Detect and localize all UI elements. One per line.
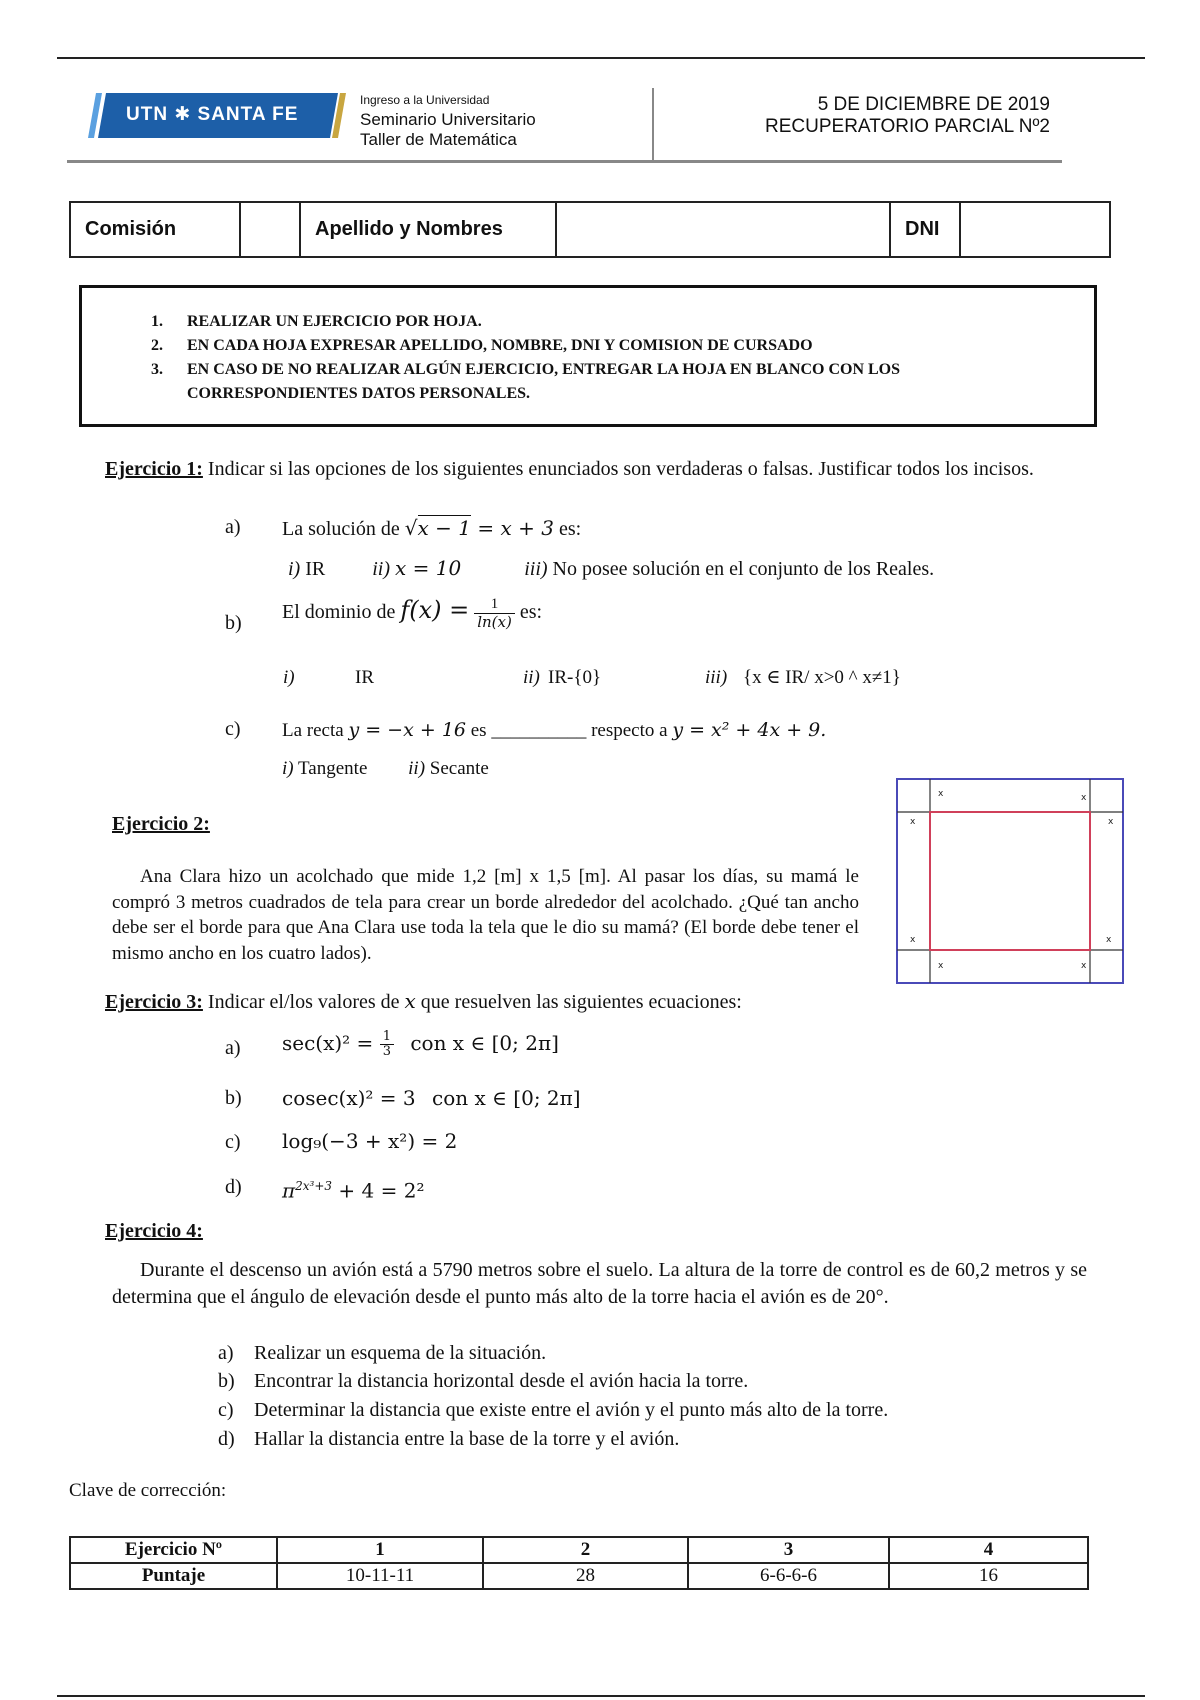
ex3b-eq: cosec(x)² = 3 [282, 1086, 416, 1110]
ex2-title: Ejercicio 2: [112, 813, 210, 835]
ex3b-equation [282, 1085, 581, 1112]
header-divider [652, 88, 654, 160]
ex1b-post: es: [519, 601, 543, 624]
inner-quilt [930, 812, 1090, 950]
table-cell: 28 [483, 1563, 688, 1589]
option-text: {x ∈ IR/ x>0 ^ x≠1} [743, 667, 901, 688]
numerator: 1 [474, 596, 515, 614]
ex3b-label: b) [225, 1087, 242, 1109]
ex4-item [218, 1368, 748, 1395]
ex1c-es: es [470, 720, 487, 741]
x-mark: x [1108, 817, 1114, 827]
x-mark: x [1081, 793, 1087, 803]
sqrt-radicand: x − 1 [417, 516, 471, 540]
ex4-item [218, 1340, 546, 1367]
name-field[interactable] [556, 202, 890, 257]
ex1a-eq: = x + 3 [477, 516, 554, 540]
ex1b-pre: El dominio de [282, 601, 396, 624]
identity-table [69, 201, 1111, 258]
numerator: 1 [380, 1030, 394, 1045]
table-row [70, 1537, 1088, 1563]
ex1b-question [282, 596, 542, 631]
option-text: IR [305, 558, 326, 580]
item-label: c) [218, 1399, 234, 1421]
ex1a-label: a) [225, 516, 241, 538]
table-cell: 16 [889, 1563, 1088, 1589]
header-underline [67, 160, 1062, 163]
ex1-statement [105, 456, 1085, 483]
x-mark: x [910, 935, 916, 945]
dni-field[interactable] [960, 202, 1110, 257]
answer-blank[interactable]: __________ [491, 720, 587, 741]
denominator: 3 [382, 1044, 391, 1059]
ex3a-lhs: sec(x)² = [282, 1031, 374, 1055]
fraction [474, 596, 515, 631]
dni-label: DNI [890, 202, 960, 257]
item-text: Encontrar la distancia horizontal desde el avión hacia la torre. [254, 1370, 749, 1392]
x-mark: x [1081, 961, 1087, 971]
item-label: d) [218, 1428, 235, 1450]
instruction-item: 2. EN CADA HOJA EXPRESAR APELLIDO, NOMBRE, DNI Y COMISION DE CURSADO [167, 334, 1094, 358]
item-text: Determinar la distancia que existe entre el avión y el punto más alto de la torre. [254, 1399, 889, 1421]
bottom-rule [57, 1695, 1145, 1697]
line-equation: y = −x + 16 [348, 719, 466, 741]
ex3d-rest: + 4 = 2² [338, 1178, 425, 1203]
ex1c-pre: La recta [282, 720, 344, 741]
option-label: i) [282, 758, 294, 779]
option-label: i) [288, 558, 301, 580]
curve-equation: y = x² + 4x + 9. [672, 719, 827, 741]
fraction [380, 1030, 394, 1059]
ex1a-options [288, 555, 1088, 583]
quilt-diagram [896, 778, 1124, 984]
ex3-text-post: que resuelven las siguientes ecuaciones: [420, 991, 742, 1013]
header-date: 5 DE DICIEMBRE DE 2019 [817, 94, 1050, 115]
ex1c-post: respecto a [591, 720, 668, 741]
ex1a-pre: La solución de [282, 518, 400, 540]
option-text: x = 10 [395, 556, 462, 580]
header-line-3: Taller de Matemática [360, 130, 517, 149]
option-label: ii) [523, 667, 540, 688]
commission-label: Comisión [70, 202, 240, 257]
option-label: ii) [408, 758, 426, 779]
commission-field[interactable] [240, 202, 300, 257]
top-rule [57, 57, 1145, 59]
sqrt-expression: √x − 1 = x + 3 [404, 516, 554, 540]
instruction-item: 1. REALIZAR UN EJERCICIO POR HOJA. [167, 310, 1094, 334]
ex3-title: Ejercicio 3: [105, 991, 203, 1013]
option-label: iii) [705, 667, 728, 688]
ex4-item [218, 1426, 679, 1453]
ex3a-cond: con x ∈ [0; 2π] [410, 1031, 559, 1055]
option-label: i) [283, 667, 295, 688]
option-text: Secante [429, 758, 489, 779]
table-cell: 2 [483, 1537, 688, 1563]
option-label: ii) [372, 558, 390, 580]
ex4-title: Ejercicio 4: [105, 1220, 203, 1242]
header-exam: RECUPERATORIO PARCIAL Nº2 [765, 116, 1050, 137]
ex3-text-pre: Indicar el/los valores de [207, 991, 400, 1013]
item-text: Hallar la distancia entre la base de la torre y el avión. [254, 1428, 680, 1450]
ex3d-base: π [282, 1178, 296, 1203]
option-text: No posee solución en el conjunto de los Reales. [552, 558, 935, 580]
option-label: iii) [524, 558, 548, 580]
x-mark: x [1106, 935, 1112, 945]
ex3c-equation: log₉(−3 + x²) = 2 [282, 1129, 458, 1153]
ex3c-label: c) [225, 1131, 241, 1153]
ex4-text: Durante el descenso un avión está a 5790 metros sobre el suelo. La altura de la torre de control es de 60,2 metros y se determina que el ángulo de elevación desde el punto más alto de la torre hacia el avión es de 20°. [112, 1259, 1087, 1308]
ex3d-label: d) [225, 1176, 242, 1198]
instructions-box [79, 285, 1097, 427]
ex3d-equation [282, 1173, 424, 1205]
ex1c-question [282, 717, 826, 744]
ex1-title: Ejercicio 1: [105, 458, 203, 480]
table-cell: 10-11-11 [277, 1563, 483, 1589]
table-cell: 6-6-6-6 [688, 1563, 889, 1589]
ex1a-question [282, 515, 581, 543]
ex3b-cond: con x ∈ [0; 2π] [432, 1086, 581, 1110]
ex3d-exponent: 2x³+3 [295, 1179, 333, 1193]
table-cell: Puntaje [70, 1563, 277, 1589]
name-label: Apellido y Nombres [300, 202, 556, 257]
instruction-item: 3. EN CASO DE NO REALIZAR ALGÚN EJERCICIO, ENTREGAR LA HOJA EN BLANCO CON LOS CORRESPONDIENTES DATOS PERSONALES. [167, 358, 1094, 406]
ex3-var: x [404, 989, 416, 1013]
logo-text: UTN ✱ SANTA FE [126, 104, 299, 125]
table-cell: 4 [889, 1537, 1088, 1563]
x-mark: x [938, 961, 944, 971]
instructions-list [82, 310, 1094, 406]
x-mark: x [938, 789, 944, 799]
header-line-1: Ingreso a la Universidad [360, 93, 490, 107]
ex2-text: Ana Clara hizo un acolchado que mide 1,2 [m] x 1,5 [m]. Al pasar los días, su mamá le compró 3 metros cuadrados de tela para crear un borde alrededor del acolchado. ¿Qué tan ancho debe ser el borde para que Ana Clara use toda la tela que le dio su mamá? (El borde debe tener el mismo ancho en los cuatro lados). [112, 866, 859, 964]
table-cell: 3 [688, 1537, 889, 1563]
ex4-item [218, 1397, 888, 1424]
utn-logo [88, 93, 346, 138]
table-cell: 1 [277, 1537, 483, 1563]
item-label: b) [218, 1370, 235, 1392]
option-text: IR-{0} [548, 667, 602, 688]
ex1b-options [283, 665, 1083, 691]
table-row [70, 1563, 1088, 1589]
ex1c-label: c) [225, 718, 241, 740]
ex1a-post: es: [558, 518, 582, 540]
option-text: Tangente [298, 758, 368, 779]
fx-symbol: f(x) = [400, 596, 470, 625]
x-mark: x [910, 817, 916, 827]
ex1c-options [282, 756, 489, 782]
score-table [69, 1536, 1089, 1590]
ex3-statement [105, 988, 742, 1016]
ex3a-label: a) [225, 1037, 241, 1059]
item-text: Realizar un esquema de la situación. [254, 1342, 547, 1364]
table-cell: Ejercicio Nº [70, 1537, 277, 1563]
item-label: a) [218, 1342, 234, 1364]
ex1b-label: b) [225, 612, 242, 634]
header-line-2: Seminario Universitario [360, 110, 536, 129]
ex1-text: Indicar si las opciones de los siguientes enunciados son verdaderas o falsas. Justificar todos los incisos. [207, 458, 1034, 480]
key-title: Clave de corrección: [69, 1480, 227, 1501]
ex3a-equation [282, 1030, 559, 1059]
option-text: IR [355, 667, 374, 688]
denominator: ln(x) [477, 613, 512, 631]
